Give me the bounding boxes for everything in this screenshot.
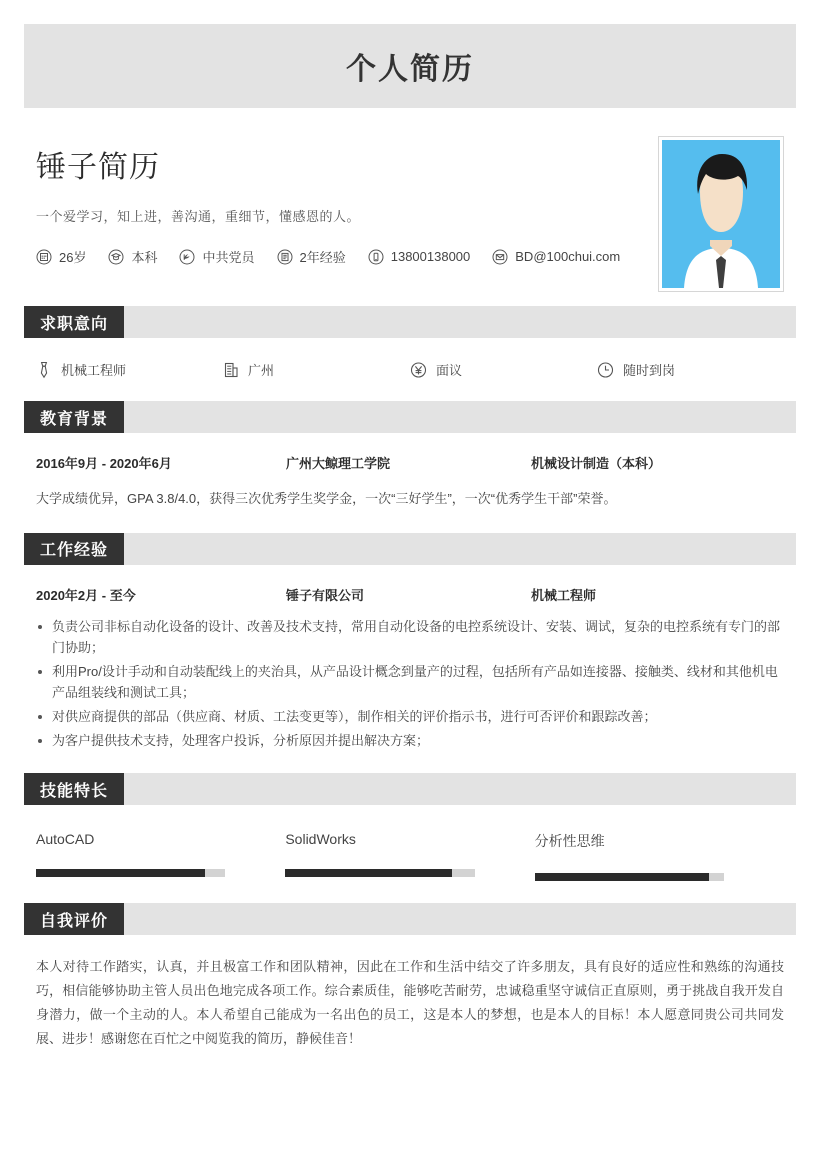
section-skills [24, 773, 796, 881]
education-description: 大学成绩优异，GPA 3.8/4.0，获得三次优秀学生奖学金，一次“三好学生”，一次“优秀学生干部”荣誉。 [36, 491, 617, 506]
skill-name: AutoCAD [36, 831, 95, 848]
intention-value-availability: 随时到岗 [623, 363, 676, 378]
intention-value-salary: 面议 [436, 363, 463, 378]
section-header [24, 533, 796, 565]
intention-item-position [36, 360, 223, 379]
section-title-summary: 自我评价 [24, 903, 124, 935]
info-value-degree: 本科 [131, 250, 158, 265]
work-entry [24, 565, 796, 751]
graduation-cap-icon [108, 249, 124, 265]
identity-block [24, 108, 796, 284]
info-value-age: 26岁 [59, 250, 87, 265]
summary-text: 本人对待工作踏实，认真，并且极富工作和团队精神，因此在工作和生活中结交了许多朋友，具有良好的适应性和熟练的沟通技巧，相信能够协助主管人员出色地完成各项工作。综合素质佳，能够吃苦耐劳，忠诚稳重坚守诚信正直原则，勇于挑战自我开发自身潜力，做一个主动的人。本人希望自己能成为一名出色的员工，这是本人的梦想，也是本人的目标！本人愿意同贵公司共同发展、进步！感谢您在百忙之中阅览我的简历，静候佳音！ [36, 959, 784, 1047]
intention-value-position: 机械工程师 [61, 363, 127, 378]
page-title: 个人简历 [346, 53, 474, 86]
avatar [658, 136, 784, 292]
section-title-education: 教育背景 [24, 401, 124, 433]
clock-icon [597, 361, 614, 379]
skill-progress-fill [36, 869, 205, 877]
info-value-phone: 13800138000 [390, 249, 471, 264]
info-item-age [36, 247, 86, 266]
education-school: 广州大鲸理工学院 [286, 456, 391, 471]
building-icon [223, 361, 239, 379]
info-item-degree [108, 247, 157, 266]
info-value-email: BD@100chui.com [515, 249, 621, 264]
intention-value-city: 广州 [248, 363, 275, 378]
education-date: 2016年9月 - 2020年6月 [36, 456, 172, 471]
identity-text [36, 136, 642, 266]
work-entry-header [36, 585, 784, 604]
skill-item [535, 831, 784, 881]
info-value-political-status: 中共党员 [202, 250, 255, 265]
info-value-experience: 2年经验 [299, 250, 346, 265]
list-item: 利用Pro/设计手动和自动装配线上的夹治具，从产品设计概念到量产的过程，包括所有产品如连接器、接触类、线材和其他机电产品组装线和测试工具； [36, 661, 784, 703]
list-item: 为客户提供技术支持，处理客户投诉，分析原因并提出解决方案； [36, 730, 784, 751]
skill-progress-track [535, 873, 724, 881]
list-item: 对供应商提供的部品（供应商、材质、工法变更等），制作相关的评价指示书，进行可否评价和跟踪改善； [36, 706, 784, 727]
section-work [24, 533, 796, 751]
intention-item-city [223, 360, 410, 379]
skill-name: 分析性思维 [534, 833, 605, 850]
skill-progress-fill [285, 869, 452, 877]
skills-list [24, 805, 796, 881]
section-education [24, 401, 796, 511]
list-item: 负责公司非标自动化设备的设计、改善及技术支持，常用自动化设备的电控系统设计、安装、调试，复杂的电控系统有专门的部门协助； [36, 616, 784, 658]
phone-icon [368, 249, 384, 265]
briefcase-icon [277, 249, 293, 265]
party-emblem-icon [179, 249, 195, 265]
work-company: 锤子有限公司 [286, 587, 365, 603]
info-item-experience [277, 247, 346, 266]
education-entry-header [36, 453, 784, 472]
education-major: 机械设计制造（本科） [531, 456, 662, 471]
intention-item-salary [410, 360, 597, 379]
skill-progress-fill [535, 873, 709, 881]
intention-items [24, 338, 796, 379]
work-role: 机械工程师 [531, 587, 597, 603]
skill-progress-track [285, 869, 474, 877]
section-summary [24, 903, 796, 1051]
section-intention [24, 306, 796, 379]
section-header [24, 773, 796, 805]
person-name: 锤子简历 [36, 151, 160, 184]
resume-banner [24, 24, 796, 108]
section-header [24, 306, 796, 338]
avatar-image [662, 140, 780, 288]
calendar-icon [36, 249, 52, 265]
intention-item-availability [597, 360, 784, 379]
basic-info-row [36, 247, 642, 266]
envelope-icon [492, 249, 508, 265]
skill-name: SolidWorks [285, 831, 356, 848]
section-title-intention: 求职意向 [24, 306, 124, 338]
skill-progress-track [36, 869, 225, 877]
skill-item [36, 831, 285, 881]
info-item-political-status [179, 247, 254, 266]
info-item-email [492, 249, 620, 265]
personal-tagline: 一个爱学习，知上进，善沟通，重细节，懂感恩的人。 [36, 209, 361, 224]
work-date: 2020年2月 - 至今 [36, 587, 136, 603]
section-header [24, 401, 796, 433]
section-header [24, 903, 796, 935]
tie-icon [36, 361, 52, 379]
work-bullet-list [36, 616, 784, 751]
yen-icon [410, 361, 427, 379]
skill-item [285, 831, 534, 881]
info-item-phone [368, 249, 471, 265]
section-title-work: 工作经验 [24, 533, 124, 565]
section-title-skills: 技能特长 [24, 773, 124, 805]
education-entry [24, 433, 796, 511]
